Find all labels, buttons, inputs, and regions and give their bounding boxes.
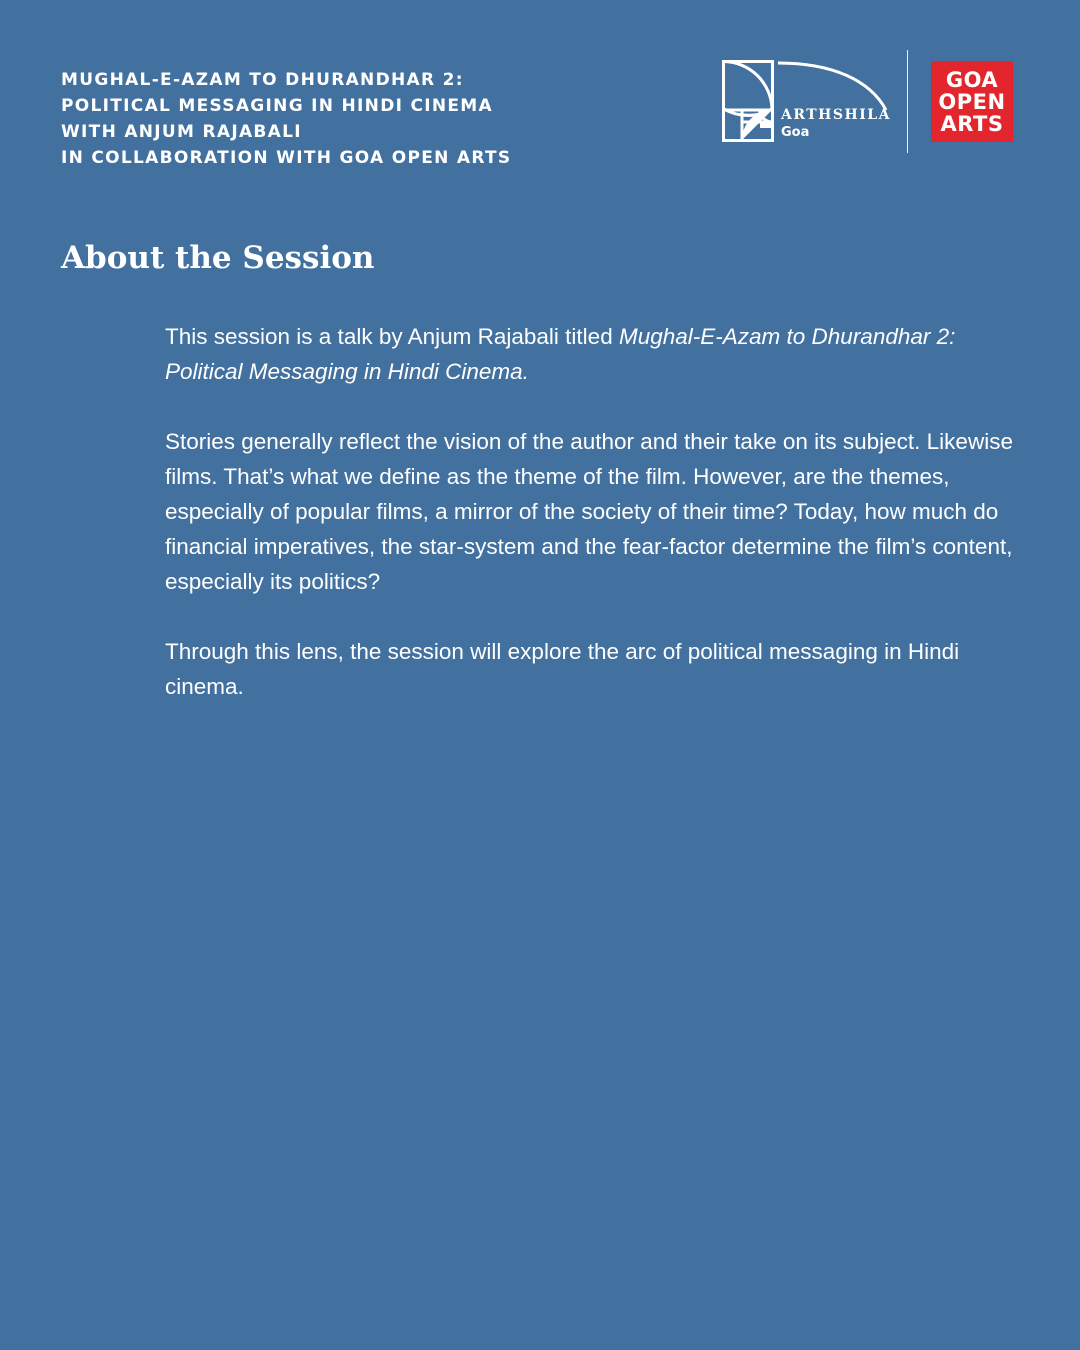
- logo-divider: [907, 50, 908, 153]
- section-title: About the Session: [61, 240, 375, 276]
- paragraph-intro: [165, 319, 1025, 389]
- intro-text: This session is a talk by Anjum Rajabali titled: [165, 324, 619, 349]
- header-line: MUGHAL-E-AZAM TO DHURANDHAR 2:: [61, 70, 464, 90]
- session-description: [165, 319, 1025, 739]
- arthshila-wordmark: ARTHSHILA: [781, 107, 891, 123]
- header-line: IN COLLABORATION WITH GOA OPEN ARTS: [61, 148, 512, 168]
- partner-logos: [722, 50, 1014, 154]
- paragraph-themes: Stories generally reflect the vision of the author and their take on its subject. Likewise films. That’s what we define as the theme of the film. However, are the themes, especially of popular films, a mirror of the society of their time? Today, how much do financial imperatives, the star-system and the fear-factor determine the film’s content, especially its politics?: [165, 429, 1013, 594]
- event-header: [61, 67, 511, 171]
- goa-logo-line: ARTS: [940, 111, 1004, 136]
- header-line: POLITICAL MESSAGING IN HINDI CINEMA: [61, 96, 493, 116]
- talk-title: Mughal-E-Azam to Dhurandhar 2: Political Messaging in Hindi Cinema.: [165, 324, 956, 384]
- goa-logo-line: OPEN: [938, 89, 1006, 114]
- goa-logo-line: GOA: [945, 67, 999, 92]
- goa-open-arts-logo: [931, 61, 1013, 142]
- paragraph-lens: Through this lens, the session will explore the arc of political messaging in Hindi cinema.: [165, 639, 960, 699]
- arthshila-location: Goa: [781, 125, 810, 140]
- header-line: WITH ANJUM RAJABALI: [61, 122, 302, 142]
